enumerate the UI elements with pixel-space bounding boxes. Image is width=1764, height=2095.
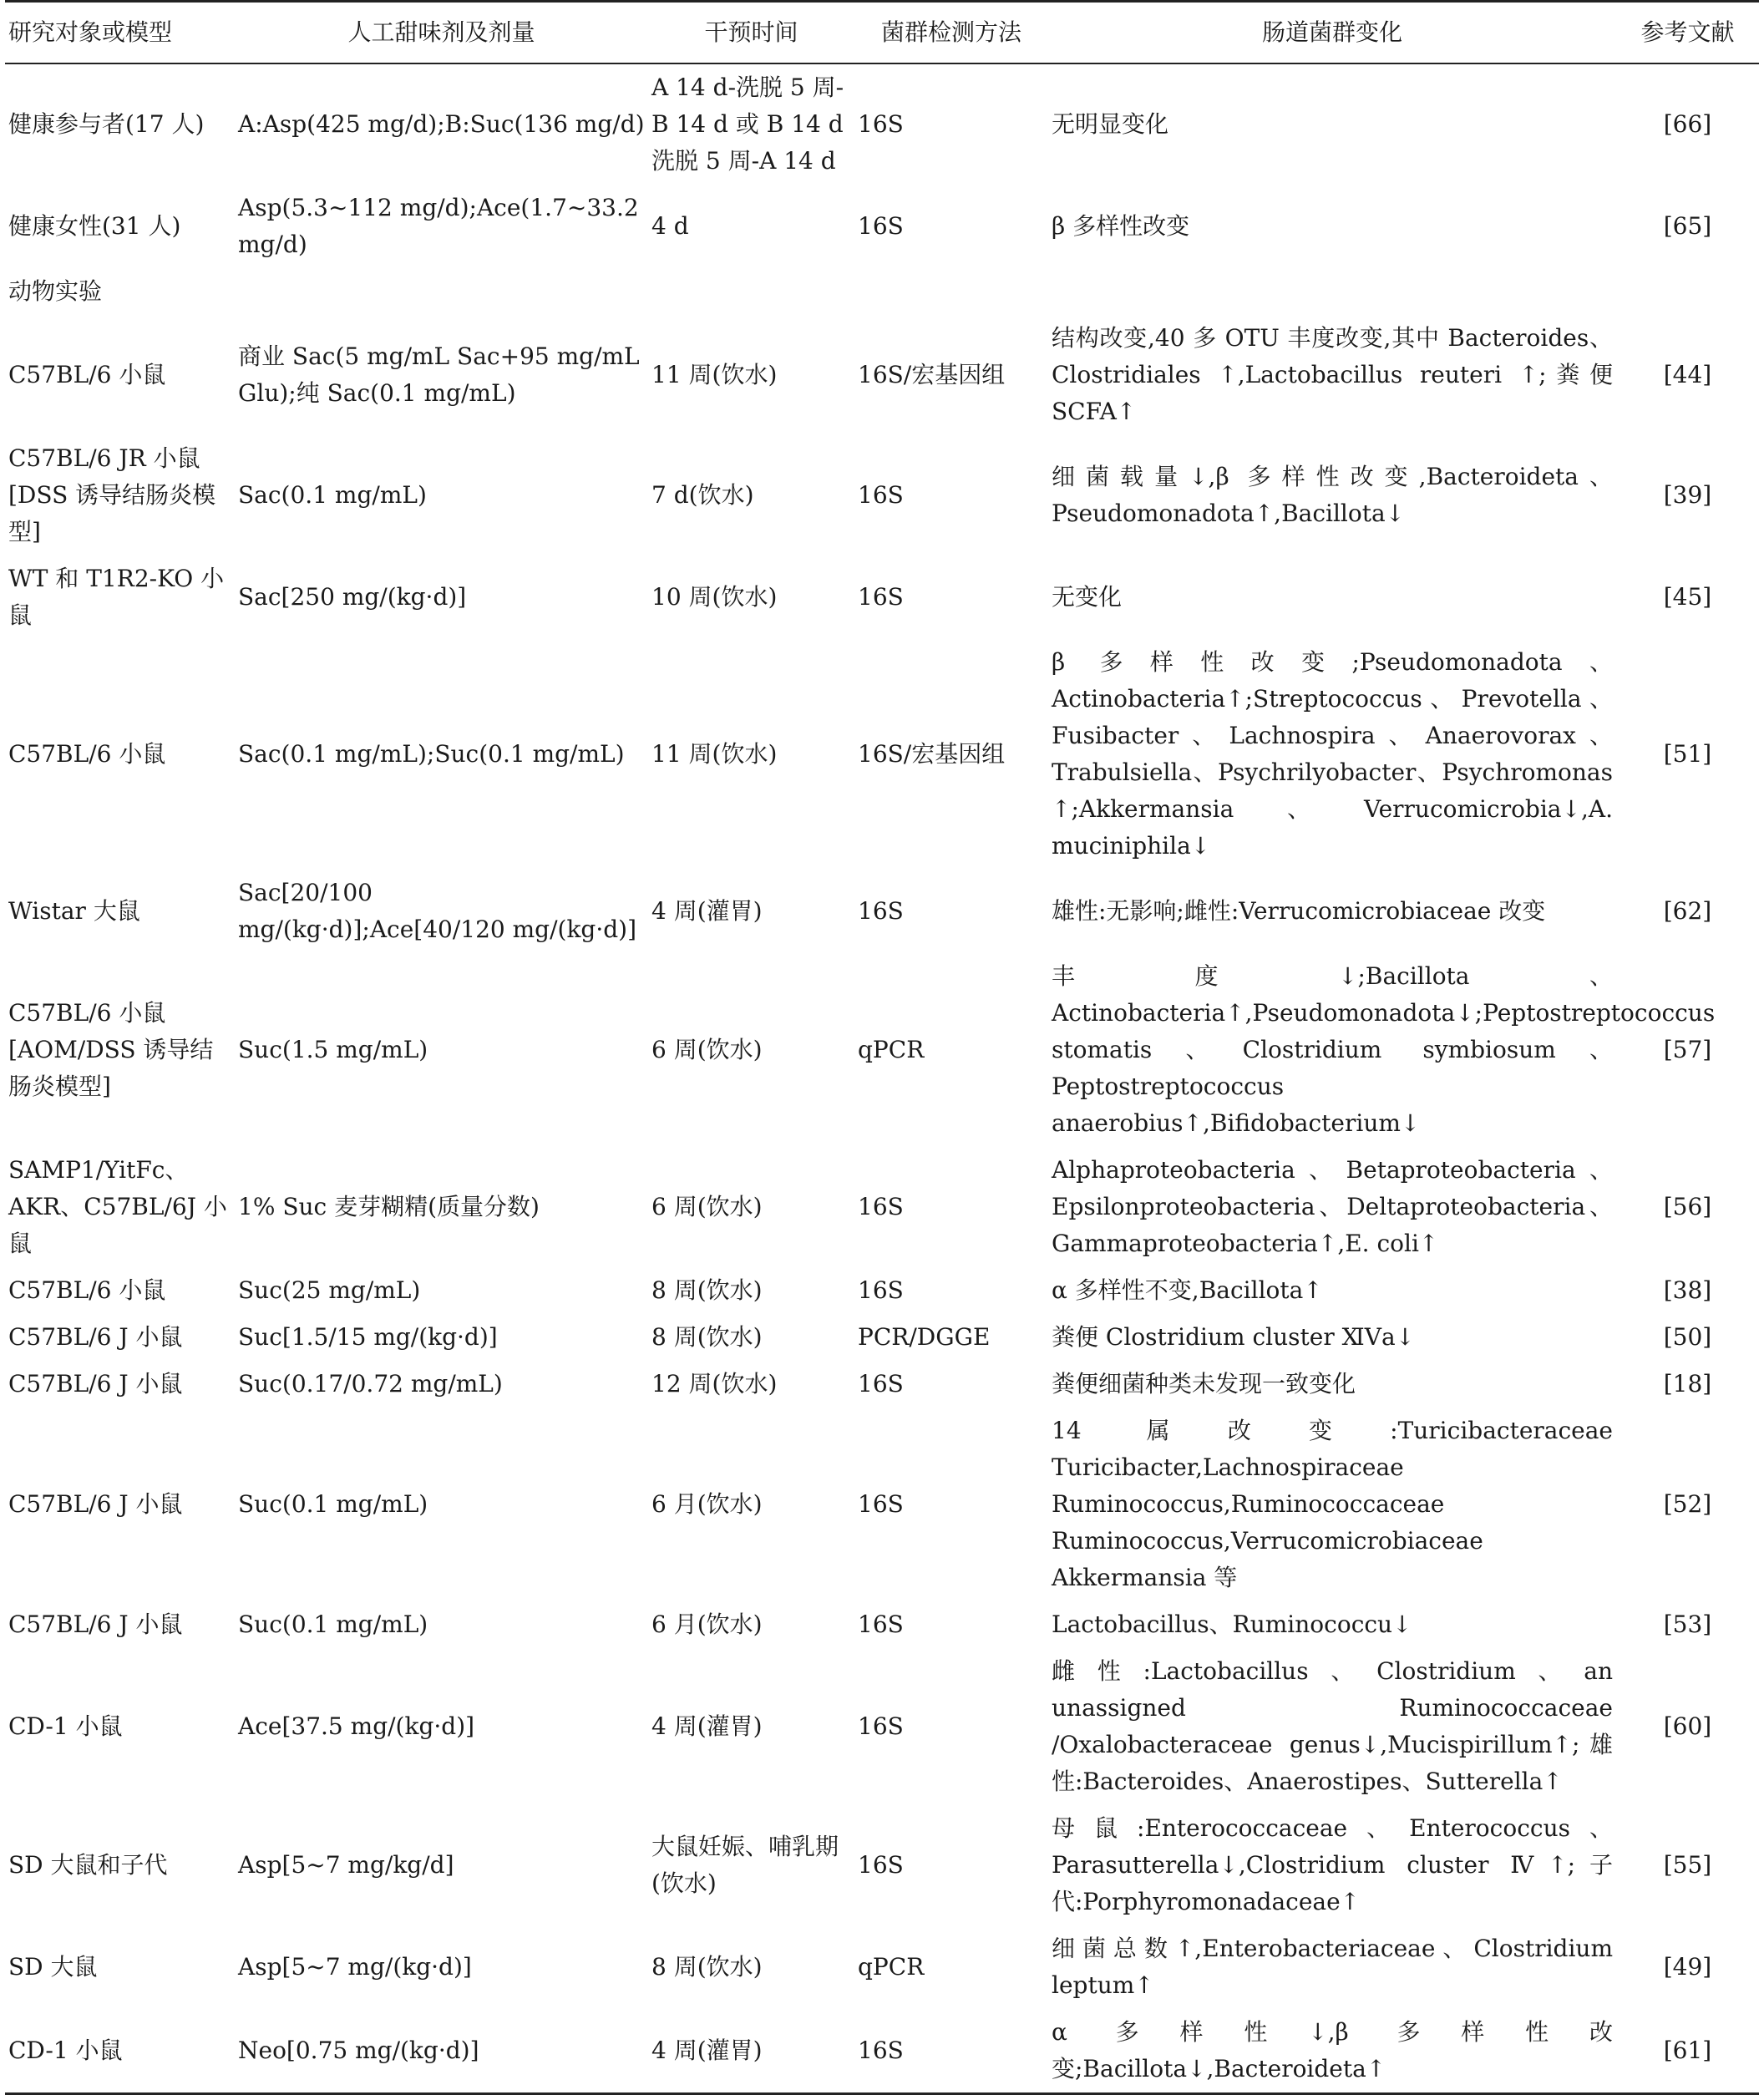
cell-subject: SAMP1/YitFc、AKR、C57BL/6J 小鼠 [8,1156,227,1257]
cell-subject: CD-1 小鼠 [8,2037,123,2064]
cell-sweetener: Asp[5~7 mg/kg/d] [238,1851,454,1879]
cell-duration: 4 d [651,212,689,240]
table-header-row [5,2,1759,64]
table-row [5,1925,1759,2009]
cell-duration: 6 月(饮水) [651,1611,763,1638]
cell-change: 细菌总数↑,Enterobacteriaceae、Clostridium leptum↑ [1052,1935,1613,1999]
cell-method: 16S [858,1490,904,1518]
table-row [5,315,1759,435]
cell-duration: 6 周(饮水) [651,1036,763,1063]
cell-reference: [51] [1663,740,1712,768]
table-row [5,2009,1759,2094]
cell-method: 16S [858,897,904,925]
table-row [5,1648,1759,1805]
cell-reference: [44] [1663,361,1712,388]
cell-change: 粪便 Clostridium cluster ⅪⅤa↓ [1052,1323,1416,1351]
cell-change: 雄性:无影响;雌性:Verrucomicrobiaceae 改变 [1052,897,1546,925]
cell-subject: SD 大鼠 [8,1953,98,1981]
cell-sweetener: Suc(0.1 mg/mL) [238,1611,428,1638]
cell-subject: WT 和 T1R2-KO 小鼠 [8,565,225,629]
table-row [5,953,1759,1147]
table-row [5,639,1759,870]
cell-subject: C57BL/6 JR 小鼠[DSS 诱导结肠炎模型] [8,444,216,545]
cell-sweetener: 商业 Sac(5 mg/mL Sac+95 mg/mL Glu);纯 Sac(0.1 mg/mL) [238,342,640,407]
table-row [5,1601,1759,1648]
cell-duration: 大鼠妊娠、哺乳期(饮水) [651,1833,839,1897]
cell-duration: 4 周(灌胃) [651,897,763,925]
cell-change: 14 属改变:Turicibacteraceae Turicibacter,Lachnospiraceae Ruminococcus,Ruminococcaceae Ruminococcus,Verrucomicrobiaceae Akkermansia 等 [1052,1417,1613,1591]
cell-method: 16S/宏基因组 [858,361,1006,388]
header-change: 肠道菌群变化 [1261,18,1402,46]
cell-change: 无明显变化 [1052,110,1169,138]
cell-change: α 多样性↓,β 多样性改变;Bacillota↓,Bacteroideta↑ [1052,2018,1613,2082]
table-row [5,63,1759,185]
cell-reference: [39] [1663,481,1712,509]
cell-method: qPCR [858,1036,925,1063]
table-row [5,1314,1759,1361]
cell-method: 16S [858,1611,904,1638]
header-method: 菌群检测方法 [880,18,1021,46]
cell-change: 细菌载量↓,β 多样性改变,Bacteroideta、Pseudomonadota↑,Bacillota↓ [1052,463,1613,527]
cell-duration: 8 周(饮水) [651,1953,763,1981]
header-reference: 参考文献 [1640,18,1735,46]
cell-duration: 10 周(饮水) [651,583,778,611]
cell-sweetener: Suc(0.17/0.72 mg/mL) [238,1370,503,1398]
cell-method: 16S [858,583,904,611]
cell-change: Lactobacillus、Ruminococcu↓ [1052,1611,1412,1638]
header-subject: 研究对象或模型 [8,18,173,46]
cell-subject: C57BL/6 J 小鼠 [8,1490,183,1518]
cell-sweetener: Sac[250 mg/(kg·d)] [238,583,467,611]
cell-method: qPCR [858,1953,925,1981]
cell-change: 结构改变,40 多 OTU 丰度改变,其中 Bacteroides、Clostridiales ↑,Lactobacillus reuteri ↑;粪便 SCFA↑ [1052,324,1613,425]
table-body [5,63,1759,2094]
cell-method: 16S [858,110,904,138]
cell-reference: [62] [1663,897,1712,925]
cell-reference: [57] [1663,1036,1712,1063]
cell-sweetener: Sac(0.1 mg/mL);Suc(0.1 mg/mL) [238,740,625,768]
cell-duration: 8 周(饮水) [651,1276,763,1304]
cell-duration: 7 d(饮水) [651,481,754,509]
cell-subject: C57BL/6 小鼠[AOM/DSS 诱导结肠炎模型] [8,999,214,1100]
table-row [5,1408,1759,1601]
cell-method: 16S [858,1276,904,1304]
cell-change: 雌性:Lactobacillus、Clostridium、an unassigned Ruminococcaceae /Oxalobacteraceae genus↓,Mucispirillum↑;雄性:Bacteroides、Anaerostipes、Sutterella↑ [1052,1657,1613,1795]
cell-subject: CD-1 小鼠 [8,1712,123,1740]
cell-reference: [55] [1663,1851,1712,1879]
cell-sweetener: Suc(0.1 mg/mL) [238,1490,428,1518]
cell-change: 无变化 [1052,583,1123,611]
cell-subject: C57BL/6 J 小鼠 [8,1323,183,1351]
cell-reference: [52] [1663,1490,1712,1518]
cell-reference: [66] [1663,110,1712,138]
cell-sweetener: Asp(5.3~112 mg/d);Ace(1.7~33.2 mg/d) [238,194,639,258]
cell-method: 16S [858,2037,904,2064]
cell-change: β 多样性改变 [1052,212,1190,240]
cell-change: 母鼠:Enterococcaceae、Enterococcus、Parasutterella↓,Clostridium cluster Ⅳ↑;子代:Porphyromonadaceae↑ [1052,1814,1613,1915]
cell-duration: A 14 d-洗脱 5 周-B 14 d 或 B 14 d 洗脱 5 周-A 14 d [651,74,844,175]
cell-sweetener: A:Asp(425 mg/d);B:Suc(136 mg/d) [238,110,645,138]
table-row [5,1805,1759,1925]
cell-sweetener: Suc(25 mg/mL) [238,1276,421,1304]
cell-method: 16S [858,1851,904,1879]
cell-change: Alphaproteobacteria、Betaproteobacteria、Epsilonproteobacteria、Deltaproteobacteria、Gammaproteobacteria↑,E. coli↑ [1052,1156,1613,1257]
cell-duration: 4 周(灌胃) [651,1712,763,1740]
cell-reference: [18] [1663,1370,1712,1398]
section-row [5,268,1759,315]
cell-sweetener: 1% Suc 麦芽糊精(质量分数) [238,1193,540,1220]
section-label: 动物实验 [8,277,103,305]
cell-sweetener: Ace[37.5 mg/(kg·d)] [238,1712,475,1740]
cell-reference: [56] [1663,1193,1712,1220]
cell-change: 粪便细菌种类未发现一致变化 [1052,1370,1356,1398]
cell-sweetener: Asp[5~7 mg/(kg·d)] [238,1953,472,1981]
cell-reference: [53] [1663,1611,1712,1638]
cell-method: 16S/宏基因组 [858,740,1006,768]
cell-duration: 8 周(饮水) [651,1323,763,1351]
table-row [5,1361,1759,1408]
microbiota-table [5,0,1759,2095]
table-row [5,1147,1759,1267]
cell-duration: 11 周(饮水) [651,740,778,768]
cell-subject: C57BL/6 小鼠 [8,361,166,388]
cell-sweetener: Suc[1.5/15 mg/(kg·d)] [238,1323,498,1351]
cell-method: 16S [858,1193,904,1220]
cell-reference: [65] [1663,212,1712,240]
cell-duration: 12 周(饮水) [651,1370,778,1398]
table-row [5,555,1759,639]
cell-subject: 健康女性(31 人) [8,212,181,240]
cell-subject: C57BL/6 J 小鼠 [8,1611,183,1638]
table-row [5,870,1759,953]
cell-reference: [49] [1663,1953,1712,1981]
cell-subject: SD 大鼠和子代 [8,1851,168,1879]
cell-subject: C57BL/6 小鼠 [8,1276,166,1304]
cell-duration: 6 周(饮水) [651,1193,763,1220]
cell-reference: [45] [1663,583,1712,611]
cell-subject: Wistar 大鼠 [8,897,140,925]
cell-method: 16S [858,1370,904,1398]
table-row [5,435,1759,555]
table-row [5,185,1759,268]
cell-subject: 健康参与者(17 人) [8,110,205,138]
cell-method: PCR/DGGE [858,1323,991,1351]
cell-subject: C57BL/6 J 小鼠 [8,1370,183,1398]
cell-sweetener: Suc(1.5 mg/mL) [238,1036,428,1063]
cell-change: β 多样性改变;Pseudomonadota、Actinobacteria↑;Streptococcus、Prevotella、Fusibacter、Lachnospira、Anaerovorax、Trabulsiella、Psychrilyobacter、Psychromonas ↑;Akkermansia、Verrucomicrobia↓,A. muciniphila↓ [1052,648,1613,860]
cell-sweetener: Sac(0.1 mg/mL) [238,481,427,509]
cell-reference: [60] [1663,1712,1712,1740]
table-row [5,1267,1759,1314]
cell-change: 丰度↓;Bacillota、Actinobacteria↑,Pseudomonadota↓;Peptostreptococcus stomatis、Clostridium symbiosum、Peptostreptococcus anaerobius↑,Bifidobacterium↓ [1052,962,1716,1137]
cell-duration: 6 月(饮水) [651,1490,763,1518]
cell-change: α 多样性不变,Bacillota↑ [1052,1276,1323,1304]
header-sweetener: 人工甜味剂及剂量 [347,18,535,46]
cell-method: 16S [858,212,904,240]
cell-method: 16S [858,481,904,509]
cell-subject: C57BL/6 小鼠 [8,740,166,768]
cell-sweetener: Neo[0.75 mg/(kg·d)] [238,2037,479,2064]
cell-reference: [61] [1663,2037,1712,2064]
cell-duration: 11 周(饮水) [651,361,778,388]
cell-method: 16S [858,1712,904,1740]
cell-sweetener: Sac[20/100 mg/(kg·d)];Ace[40/120 mg/(kg·d)] [238,879,637,943]
cell-reference: [38] [1663,1276,1712,1304]
cell-duration: 4 周(灌胃) [651,2037,763,2064]
header-duration: 干预时间 [704,18,798,46]
cell-reference: [50] [1663,1323,1712,1351]
